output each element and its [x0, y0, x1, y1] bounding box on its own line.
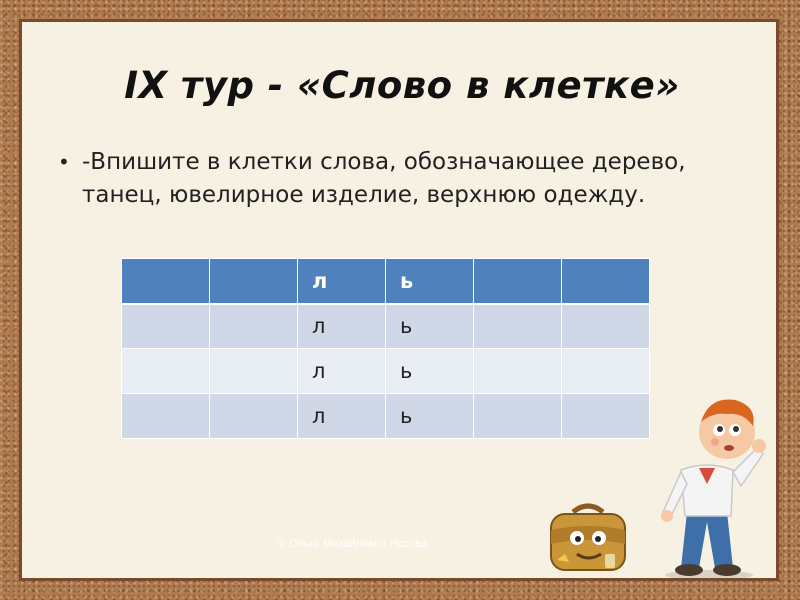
grid-row	[122, 349, 650, 394]
grid-cell[interactable]: л	[298, 259, 386, 304]
grid-cell[interactable]	[210, 259, 298, 304]
grid-cell[interactable]: ь	[386, 259, 474, 304]
copyright-text: © Ольга Михайловна Носова	[278, 538, 428, 550]
grid-cell[interactable]: ь	[386, 304, 474, 349]
grid-row	[122, 304, 650, 349]
grid-cell[interactable]	[562, 259, 650, 304]
grid-cell[interactable]: ь	[386, 394, 474, 439]
grid-row	[122, 394, 650, 439]
grid-cell[interactable]	[474, 394, 562, 439]
grid-cell[interactable]	[562, 304, 650, 349]
grid-cell[interactable]	[210, 394, 298, 439]
grid-cell[interactable]	[122, 394, 210, 439]
slide-title: IX тур - «Слово в клетке»	[124, 64, 680, 107]
grid-cell[interactable]	[474, 349, 562, 394]
grid-cell[interactable]: л	[298, 349, 386, 394]
grid-cell[interactable]	[562, 394, 650, 439]
grid-row	[122, 259, 650, 304]
word-grid	[121, 258, 650, 439]
slide-frame	[19, 19, 779, 581]
grid-cell[interactable]	[474, 259, 562, 304]
grid-cell[interactable]	[474, 304, 562, 349]
grid-cell[interactable]	[122, 259, 210, 304]
grid-cell[interactable]	[562, 349, 650, 394]
grid-cell[interactable]	[122, 349, 210, 394]
grid-cell[interactable]	[210, 304, 298, 349]
instruction-text: -Впишите в клетки слова, обозначающее дерево, танец, ювелирное изделие, верхнюю одежду.	[82, 149, 686, 208]
grid-cell[interactable]: л	[298, 304, 386, 349]
boy-illustration	[647, 392, 779, 581]
grid-cell[interactable]: ь	[386, 349, 474, 394]
grid-cell[interactable]	[122, 304, 210, 349]
grid-cell[interactable]	[210, 349, 298, 394]
grid-cell[interactable]: л	[298, 394, 386, 439]
school-bag-illustration	[543, 500, 633, 578]
bullet-marker: •	[58, 150, 70, 174]
